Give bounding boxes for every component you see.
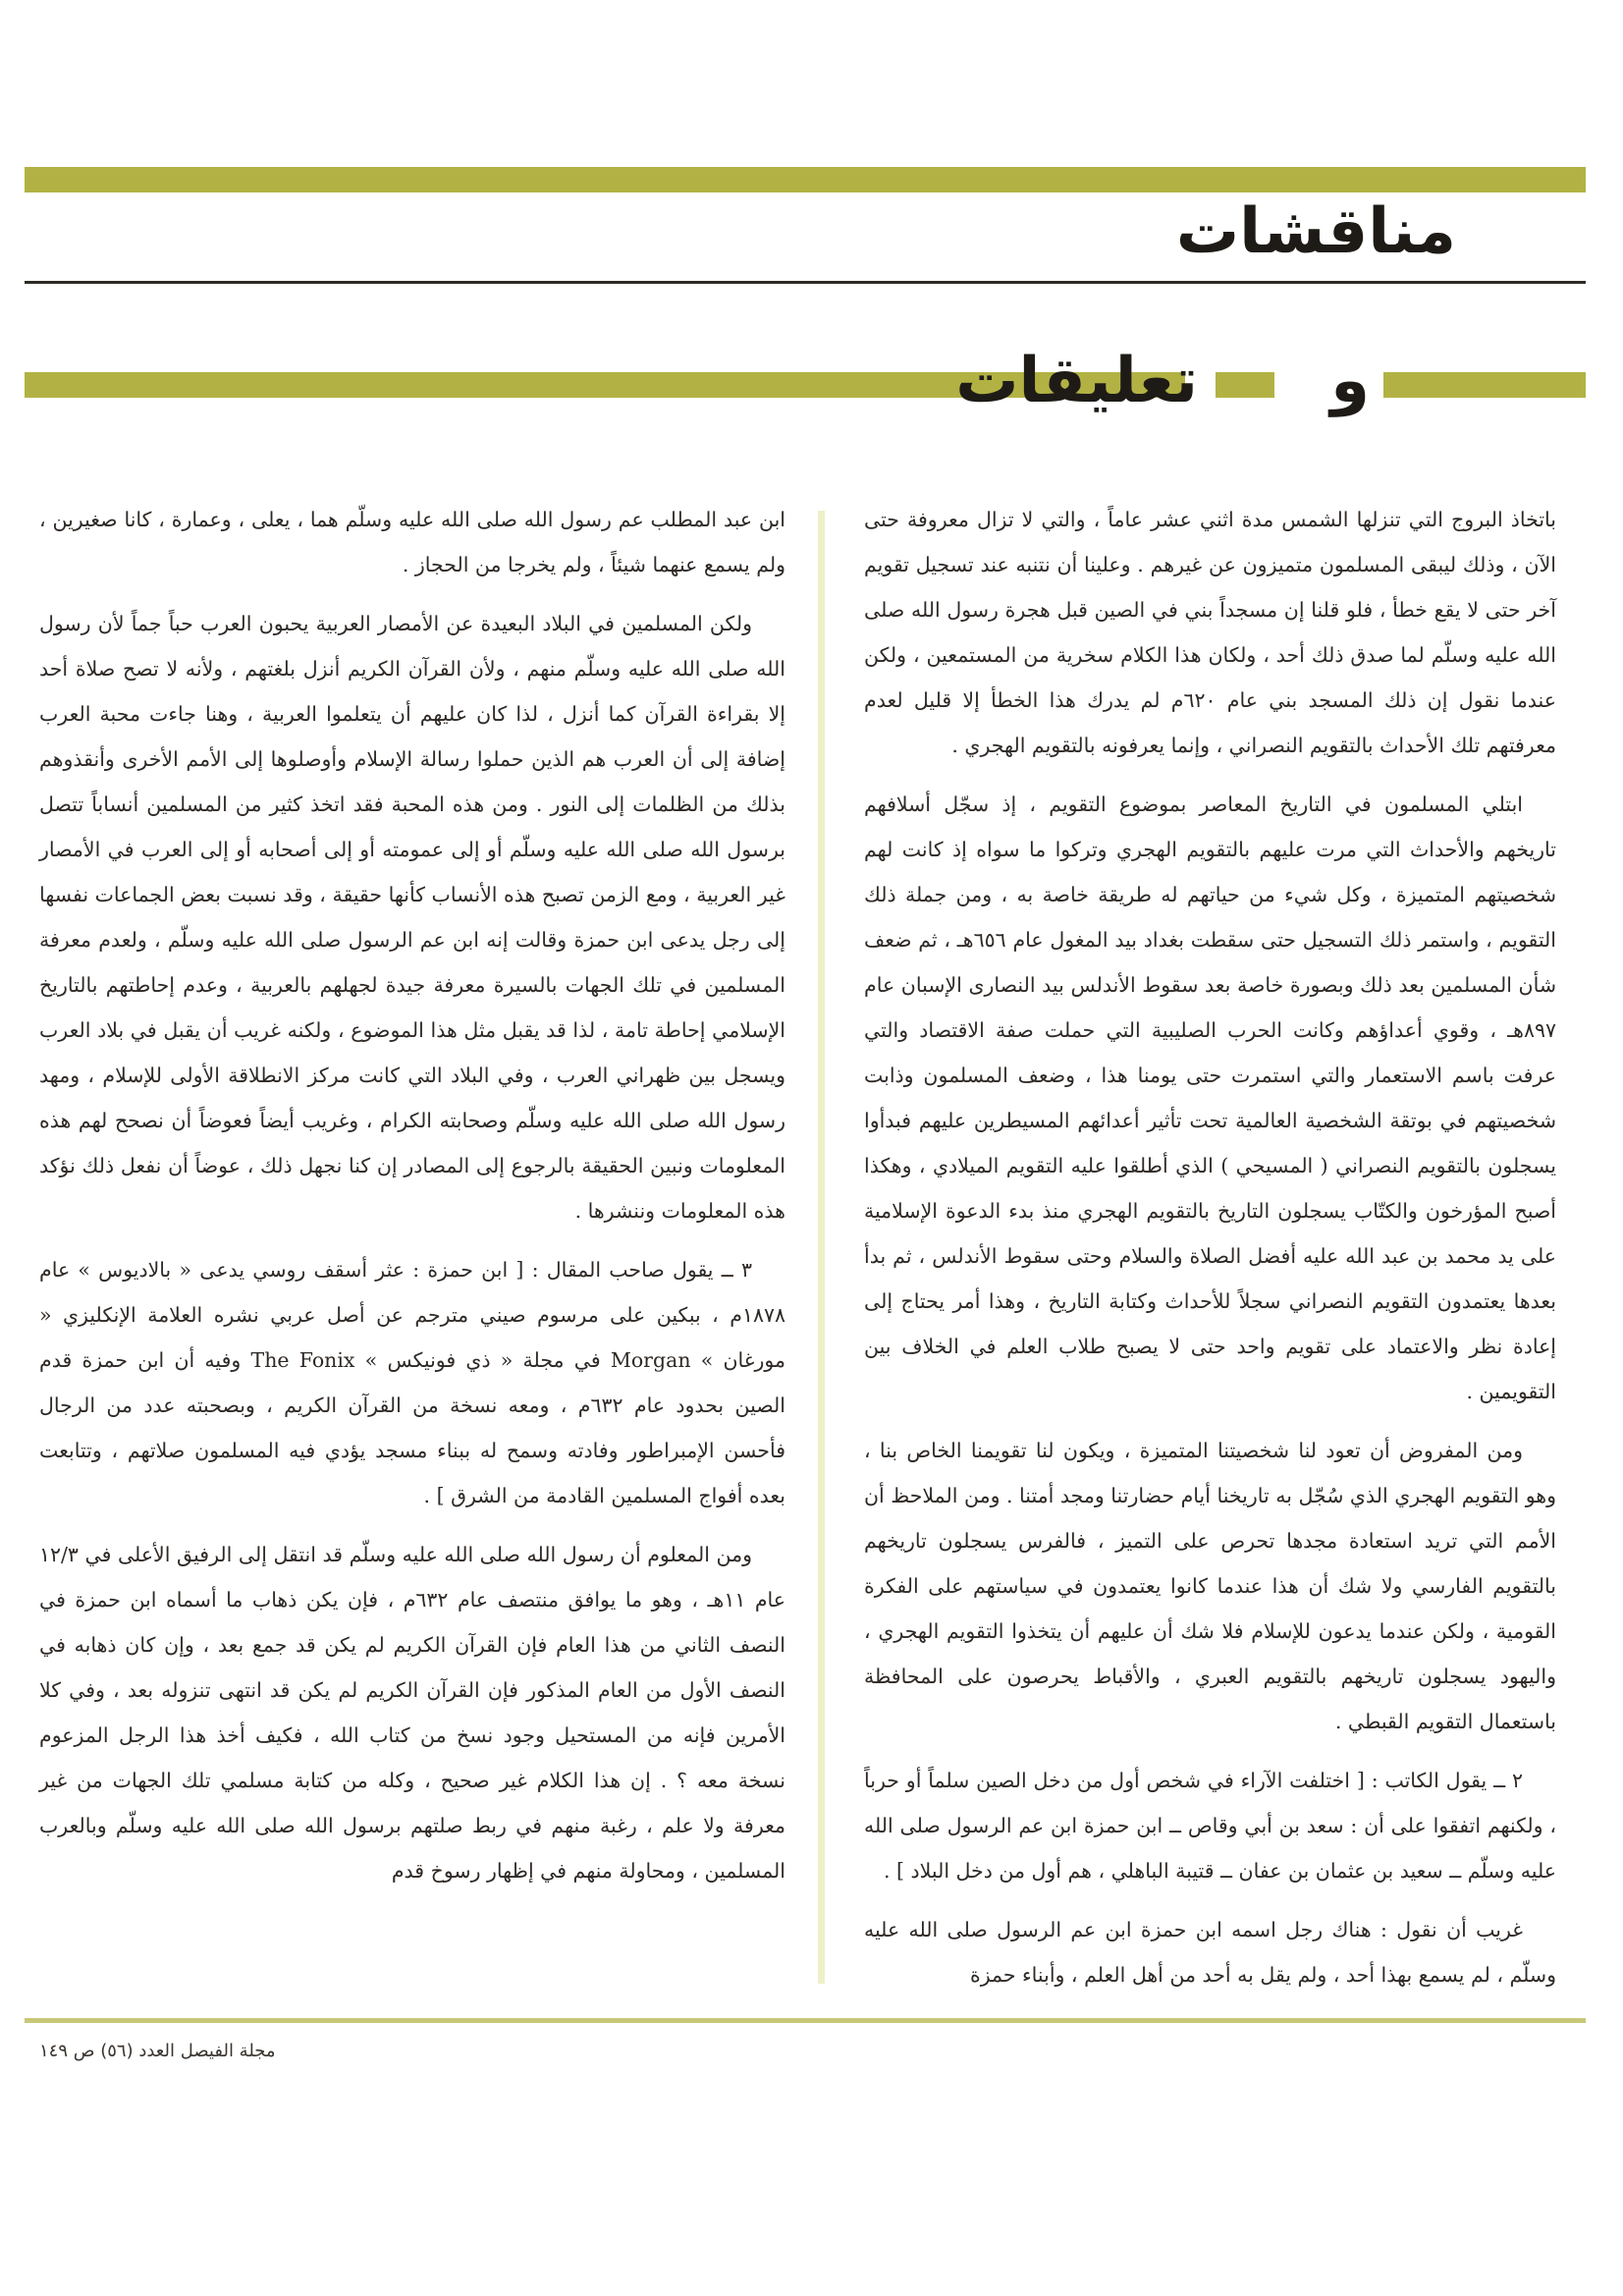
paragraph: ولكن المسلمين في البلاد البعيدة عن الأمصار العربية يحبون العرب حباً جماً لأن رسول الله صلى الله عليه وسلّم منهم ، ولأن القرآن الكريم أنزل بلغتهم ، ولأنه لا تصح صلاة أحد إلا بقراءة القرآن كما أنزل ، لذا كان عليهم أن يتعلموا العربية ، وهنا جاءت محبة العرب إضافة إلى أن العرب هم الذين حملوا رسالة الإسلام وأوصلوها إلى الأمم الأخرى وأنقذوهم بذلك من الظلمات إلى النور . ومن هذه المحبة فقد اتخذ كثير من المسلمين أنساباً تتصل برسول الله صلى الله عليه وسلّم أو إلى عمومته أو إلى أصحابه أو إلى العرب في الأمصار غير العربية ، ومع الزمن تصبح هذه الأنساب كأنها حقيقة ، وقد نسبت بعض الجماعات نفسها إلى رجل يدعى ابن حمزة وقالت إنه ابن عم الرسول صلى الله عليه وسلّم ، ولعدم معرفة المسلمين في تلك الجهات بالسيرة معرفة جيدة لجهلهم بالعربية ، وعدم إحاطتهم بالتاريخ الإسلامي إحاطة تامة ، لذا قد يقبل مثل هذا الموضوع ، ولكنه غريب أن يقبل في بلاد العرب ويسجل بين ظهراني العرب ، وفي البلاد التي كانت مركز الانطلاقة الأولى للإسلام ، ومهد رسول الله صلى الله عليه وسلّم وصحابته الكرام ، وغريب أيضاً فعوضاً أن نصحح لهم هذه المعلومات ونبين الحقيقة بالرجوع إلى المصادر إن كنا نجهل ذلك ، عوضاً أن نفعل ذلك نؤكد هذه المعلومات وننشرها .	[39, 612, 785, 1223]
paragraph: غريب أن نقول : هناك رجل اسمه ابن حمزة ابن عم الرسول صلى الله عليه وسلّم ، لم يسمع بهذا أحد ، ولم يقل به أحد من أهل العلم ، وأبناء حمزة	[864, 1918, 1556, 1987]
section-title-bottom: تعليقات	[955, 345, 1198, 417]
middle-accent-band-right	[1383, 372, 1586, 398]
footer-citation: مجلة الفيصل العدد (٥٦) ص ١٤٩	[39, 2041, 276, 2061]
column-divider	[818, 511, 825, 1984]
paragraph: ومن المعلوم أن رسول الله صلى الله عليه وسلّم قد انتقل إلى الرفيق الأعلى في ١٢/٣ عام ١١هـ ، وهو ما يوافق منتصف عام ٦٣٢م ، فإن يكن ذهاب ما أسماه ابن حمزة في النصف الثاني من هذا العام فإن القرآن الكريم لم يكن قد جمع بعد ، وإن كان ذهابه في النصف الأول من العام المذكور فإن القرآن الكريم لم يكن قد انتهى تنزوله بعد ، وفي كلا الأمرين فإنه من المستحيل وجود نسخ من كتاب الله ، فكيف أخذ هذا الرجل المزعوم نسخة معه ؟ . إن هذا الكلام غير صحيح ، وكله من كتابة مسلمي تلك الجهات من غير معرفة ولا علم ، رغبة منهم في ربط صلتهم برسول الله صلى الله عليه وسلّم وبالعرب المسلمين ، ومحاولة منهم في إظهار رسوخ قدم	[39, 1543, 786, 1883]
top-accent-band	[25, 167, 1586, 192]
paragraph: باتخاذ البروج التي تنزلها الشمس مدة اثني عشر عاماً ، والتي لا تزال معروفة حتى الآن ، وذلك ليبقى المسلمون متميزون عن غيرهم . وعلينا أن نتنبه عند تسجيل تقويم آخر حتى لا يقع خطأ ، فلو قلنا إن مسجداً بني في الصين قبل هجرة رسول الله صلى الله عليه وسلّم لما صدق ذلك أحد ، ولكان هذا الكلام سخرية من المستمعين ، ولكن عندما نقول إن ذلك المسجد بني عام ٦٢٠م لم يدرك هذا الخطأ إلا قليل لعدم معرفتهم تلك الأحداث بالتقويم النصراني ، وإنما يعرفونه بالتقويم الهجري .	[864, 508, 1556, 757]
paragraph: ٣ ــ يقول صاحب المقال : [ ابن حمزة : عثر أسقف روسي يدعى « بالاديوس » عام ١٨٧٨م ، ببكين على مرسوم صيني مترجم عن أصل عربي نشره العلامة الإنكليزي « مورغان » Morgan في مجلة « ذي فونيكس » The Fonix وفيه أن ابن حمزة قدم الصين بحدود عام ٦٣٢م ، ومعه نسخة من القرآن الكريم ، وبصحبته عدد من الرجال فأحسن الإمبراطور وفادته وسمح له ببناء مسجد يؤدي فيه المسلمون صلاتهم ، وتتابعت بعده أفواج المسلمين القادمة من الشرق ] .	[39, 1258, 785, 1507]
section-title-conjunction: و	[1330, 345, 1370, 417]
header-rule	[25, 281, 1586, 284]
paragraph: ومن المفروض أن تعود لنا شخصيتنا المتميزة ، ويكون لنا تقويمنا الخاص بنا ، وهو التقويم الهجري الذي سُجّل به تاريخنا أيام حضارتنا ومجد أمتنا . ومن الملاحظ أن الأمم التي تريد استعادة مجدها تحرص على التميز ، فالفرس يسجلون تاريخهم بالتقويم الفارسي ولا شك أن هذا عندما كانوا يعتمدون في سياستهم على الفكرة القومية ، ولكن عندما يدعون للإسلام فلا شك أن عليهم أن يتخذوا التقويم الهجري ، واليهود يسجلون تاريخهم بالتقويم العبري ، والأقباط يحرصون على المحافظة باستعمال التقويم القبطي .	[864, 1439, 1556, 1733]
article-column-right	[864, 497, 1556, 2011]
paragraph: ٢ ــ يقول الكاتب : [ اختلفت الآراء في شخص أول من دخل الصين سلماً أو حرباً ، ولكنهم اتفقوا على أن : سعد بن أبي وقاص ــ ابن حمزة ابن عم الرسول صلى الله عليه وسلّم ــ سعيد بن عثمان بن عفان ــ قتيبة الباهلي ، هم أول من دخل البلاد ] .	[864, 1769, 1556, 1883]
paragraph: ابتلي المسلمون في التاريخ المعاصر بموضوع التقويم ، إذ سجّل أسلافهم تاريخهم والأحداث التي مرت عليهم بالتقويم الهجري وتركوا ما سواه إذ كانت لهم شخصيتهم المتميزة ، وكل شيء من حياتهم له طريقة خاصة به ، ومن جملة ذلك التقويم ، واستمر ذلك التسجيل حتى سقطت بغداد بيد المغول عام ٦٥٦هـ ، ثم ضعف شأن المسلمين بعد ذلك وبصورة خاصة بعد سقوط الأندلس بيد النصارى الإسبان عام ٨٩٧هـ ، وقوي أعداؤهم وكانت الحرب الصليبية التي حملت صفة الاقتصاد والتي عرفت باسم الاستعمار والتي استمرت حتى يومنا هذا ، وضعف المسلمون وذابت شخصيتهم في بوتقة الشخصية العالمية تحت تأثير أعدائهم المسيطرين عليهم فبدأوا يسجلون بالتقويم النصراني ( المسيحي ) الذي أطلقوا عليه التقويم الميلادي ، وهكذا أصبح المؤرخون والكتّاب يسجلون التاريخ بالتقويم الهجري منذ بدء الدعوة الإسلامية على يد محمد بن عبد الله عليه أفضل الصلاة والسلام وحتى سقوط الأندلس ، ثم بدأ بعدها يعتمدون التقويم النصراني سجلاً للأحداث وكتابة التاريخ ، وهذا أمر يحتاج إلى إعادة نظر والاعتماد على تقويم واحد حتى لا يصبح طلاب العلم في الخلاف بين التقويمين .	[864, 793, 1556, 1403]
footer-rule	[25, 2018, 1586, 2023]
section-title-top: مناقشات	[1175, 195, 1456, 268]
paragraph: ابن عبد المطلب عم رسول الله صلى الله عليه وسلّم هما ، يعلى ، وعمارة ، كانا صغيرين ، ولم يسمع عنهما شيئاً ، ولم يخرجا من الحجاز .	[39, 508, 785, 576]
article-column-left	[39, 497, 785, 1907]
middle-accent-band-center	[1216, 372, 1274, 398]
